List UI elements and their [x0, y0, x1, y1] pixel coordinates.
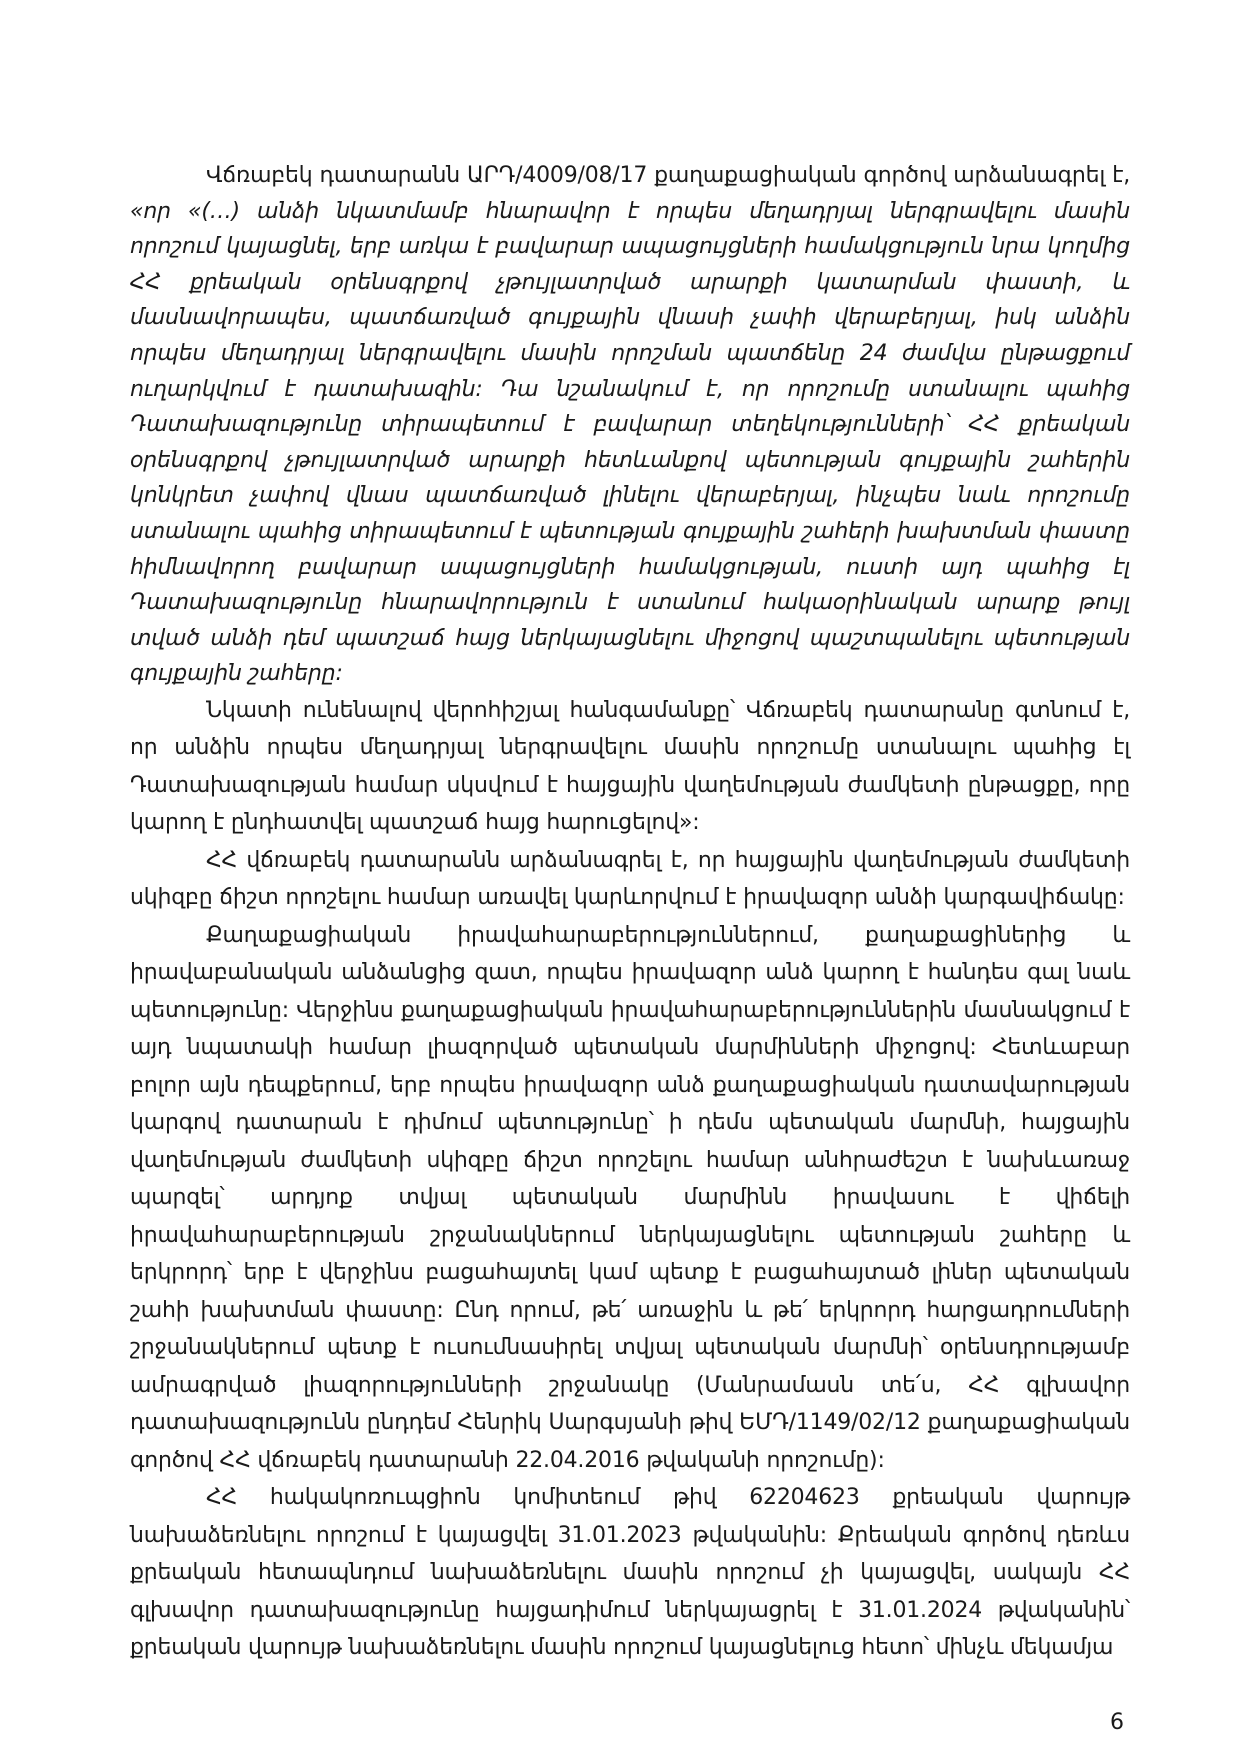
paragraph-1-quote: «որ «(…) անձի նկատմամբ հնարավոր է որպես մեղադրյալ ներգրավելու մասին որոշում կայացնել, երբ առկա է բավարար ապացույցների համակցություն նրա կողմից ՀՀ քրեական օրենսգրքով չթույլատրված արարքի կատարման փաստի, և մասնավորապես, պատճառված գույքային վնասի չափի վերաբերյալ, իսկ անձին որպես մեղադրյալ ներգրավելու մասին որոշման պատճենը 24 ժամվա ընթացքում ուղարկվում է դատախազին: Դա նշանակում է, որ որոշումը ստանալու պահից Դատախազությունը տիրապետում է բավարար տեղեկությունների՝ ՀՀ քրեական օրենսգրքով չթույլատրված արարքի հետևանքով պետության գույքային շահերին կոնկրետ չափով վնաս պատճառված լինելու վերաբերյալ, ինչպես նաև որոշումը ստանալու պահից տիրապետում է պետության գույքային շահերի խախտման փաստը հիմնավորող բավարար ապացույցների համակցության, ուստի այդ պահից էլ Դատախազությունը հնարավորություն է ստանում հակաօրինական արարք թույլ տված անձի դեմ պատշաճ հայց ներկայացնելու միջոցով պաշտպանելու պետության գույքային շահերը:: [130, 198, 1130, 687]
paragraph-3: ՀՀ վճռաբեկ դատարանն արձանագրել է, որ հայցային վաղեմության ժամկետի սկիզբը ճիշտ որոշելու համար առավել կարևորվում է իրավազոր անձի կարգավիճակը:: [130, 847, 1130, 911]
paragraph-1-lead: Վճռաբեկ դատարանն ԱՐԴ/4009/08/17 քաղաքացիական գործով արձանագրել է,: [206, 163, 1130, 188]
page-number: 6: [1110, 1710, 1124, 1735]
paragraph-1: [130, 158, 1130, 692]
paragraph-4: Քաղաքացիական իրավահարաբերություններում, քաղաքացիներից և իրավաբանական անձանցից զատ, որպես իրավազոր անձ կարող է հանդես գալ նաև պետությունը: Վերջինս քաղաքացիական իրավահարաբերություններին մասնակցում է այդ նպատակի համար լիազորված պետական մարմինների միջոցով: Հետևաբար բոլոր այն դեպքերում, երբ որպես իրավազոր անձ քաղաքացիական դատավարության կարգով դատարան է դիմում պետությունը՝ ի դեմս պետական մարմնի, հայցային վաղեմության ժամկետի սկիզբը ճիշտ որոշելու համար անհրաժեշտ է նախևառաջ պարզել՝ արդյոք տվյալ պետական մարմինն իրավասու է վիճելի իրավահարաբերության շրջանակներում ներկայացնելու պետության շահերը և երկրորդ՝ երբ է վերջինս բացահայտել կամ պետք է բացահայտած լիներ պետական շահի խախտման փաստը: Ընդ որում, թե՛ առաջին և թե՛ երկրորդ հարցադրումների շրջանակներում պետք է ուսումնասիրել տվյալ պետական մարմնի՝ օրենսդրությամբ ամրագրված լիազորությունների շրջանակը (Մանրամասն տե՛ս, ՀՀ գլխավոր դատախազությունն ընդդեմ Հենրիկ Սարգսյանի թիվ ԵՄԴ/1149/02/12 քաղաքացիական գործով ՀՀ վճռաբեկ դատարանի 22.04.2016 թվականի որոշումը):: [130, 922, 1130, 1473]
document-body: [130, 158, 1130, 1667]
paragraph-5: ՀՀ հակակոռուպցիոն կոմիտեում թիվ 62204623 քրեական վարույթ նախաձեռնելու որոշում է կայացվել 31.01.2023 թվականին: Քրեական գործով դեռևս քրեական հետապնդում նախաձեռնելու մասին որոշում չի կայացվել, սակայն ՀՀ գլխավոր դատախազությունը հայցադիմում ներկայացրել է 31.01.2024 թվականին՝ քրեական վարույթ նախաձեռնելու մասին որոշում կայացնելուց հետո՝ մինչև մեկամյա: [130, 1485, 1130, 1661]
paragraph-2: Նկատի ունենալով վերոհիշյալ հանգամանքը՝ Վճռաբեկ դատարանը գտնում է, որ անձին որպես մեղադրյալ ներգրավելու մասին որոշումը ստանալու պահից էլ Դատախազության համար սկսվում է հայցային վաղեմության ժամկետի ընթացքը, որը կարող է ընդհատվել պատշաճ հայց հարուցելով»:: [130, 697, 1130, 836]
